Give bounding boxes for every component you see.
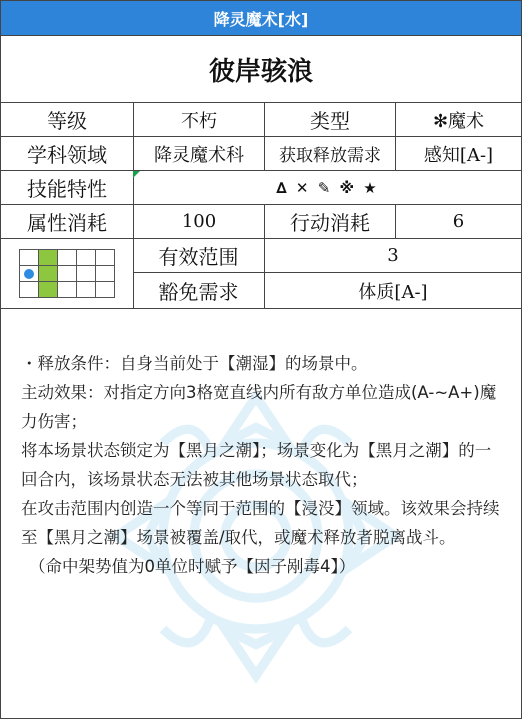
grade-value: 不朽 (133, 103, 264, 136)
type-value: ✻魔术 (395, 103, 521, 136)
discipline-label: 学科领域 (27, 143, 107, 167)
range-value: 3 (264, 238, 521, 272)
row-costs (1, 205, 521, 239)
range-cell-hit (39, 282, 58, 298)
type-label: 类型 (264, 103, 395, 136)
range-cell (58, 250, 77, 266)
row-discipline (1, 137, 521, 171)
range-cell-hit (39, 250, 58, 266)
grade-label: 等级 (47, 109, 87, 133)
range-label: 有效范围 (158, 244, 239, 269)
range-cell (96, 282, 115, 298)
desc-line: ・释放条件：自身当前处于【潮湿】的场景中。 (21, 354, 368, 373)
range-grid (19, 249, 115, 298)
desc-line: 主动效果：对指定方向3格宽直线内所有敌方单位造成(A-~A+)魔力伤害； (21, 383, 497, 431)
description (21, 349, 503, 581)
discipline-value: 降灵魔术科 (133, 137, 264, 170)
range-cell (58, 282, 77, 298)
desc-line: 在攻击范围内创造一个等同于范围的【浸没】领域。该效果会持续至【黑月之潮】场景被覆盖/取代，或魔术释放者脱离战斗。 (21, 499, 500, 547)
range-cell (96, 250, 115, 266)
range-cell (77, 282, 96, 298)
desc-line: 将本场景状态锁定为【黑月之潮】；场景变化为【黑月之潮】的一回合内，该场景状态无法被其他场景状态取代； (21, 441, 492, 489)
action-cost-label: 行动消耗 (264, 205, 395, 238)
range-cell-hit (39, 266, 58, 282)
comment-marker-icon (133, 171, 140, 178)
attr-cost-value: 100 (133, 205, 264, 238)
card-title (1, 36, 521, 103)
row-traits (1, 171, 521, 205)
release-req-value: 感知[A-] (395, 137, 521, 170)
range-cell (77, 266, 96, 282)
desc-line: （命中架势值为0单位时赋予【因子剐毒4】） (29, 557, 356, 576)
range-cell (77, 250, 96, 266)
range-diagram (1, 238, 134, 308)
traits-label: 技能特性 (27, 177, 107, 201)
immunity-value: 体质[A-] (264, 273, 521, 308)
card-header (1, 1, 521, 36)
traits-icons: ∆ ✕ ✎ ※ ★ (133, 171, 521, 204)
action-cost-value: 6 (395, 205, 521, 238)
range-cell (96, 266, 115, 282)
range-cell (20, 266, 39, 282)
attr-cost-label: 属性消耗 (27, 211, 107, 235)
release-req-label: 获取释放需求 (264, 137, 395, 170)
range-block (1, 238, 521, 309)
range-row (133, 238, 521, 273)
immunity-row (133, 273, 521, 307)
immunity-label: 豁免需求 (158, 280, 239, 304)
skill-name: 彼岸骇浪 (208, 56, 313, 87)
caster-marker-icon (24, 269, 34, 279)
range-cell (20, 282, 39, 298)
header-title: 降灵魔术[水] (213, 9, 309, 29)
range-cell (58, 266, 77, 282)
range-cell (20, 250, 39, 266)
row-grade-type (1, 103, 521, 137)
